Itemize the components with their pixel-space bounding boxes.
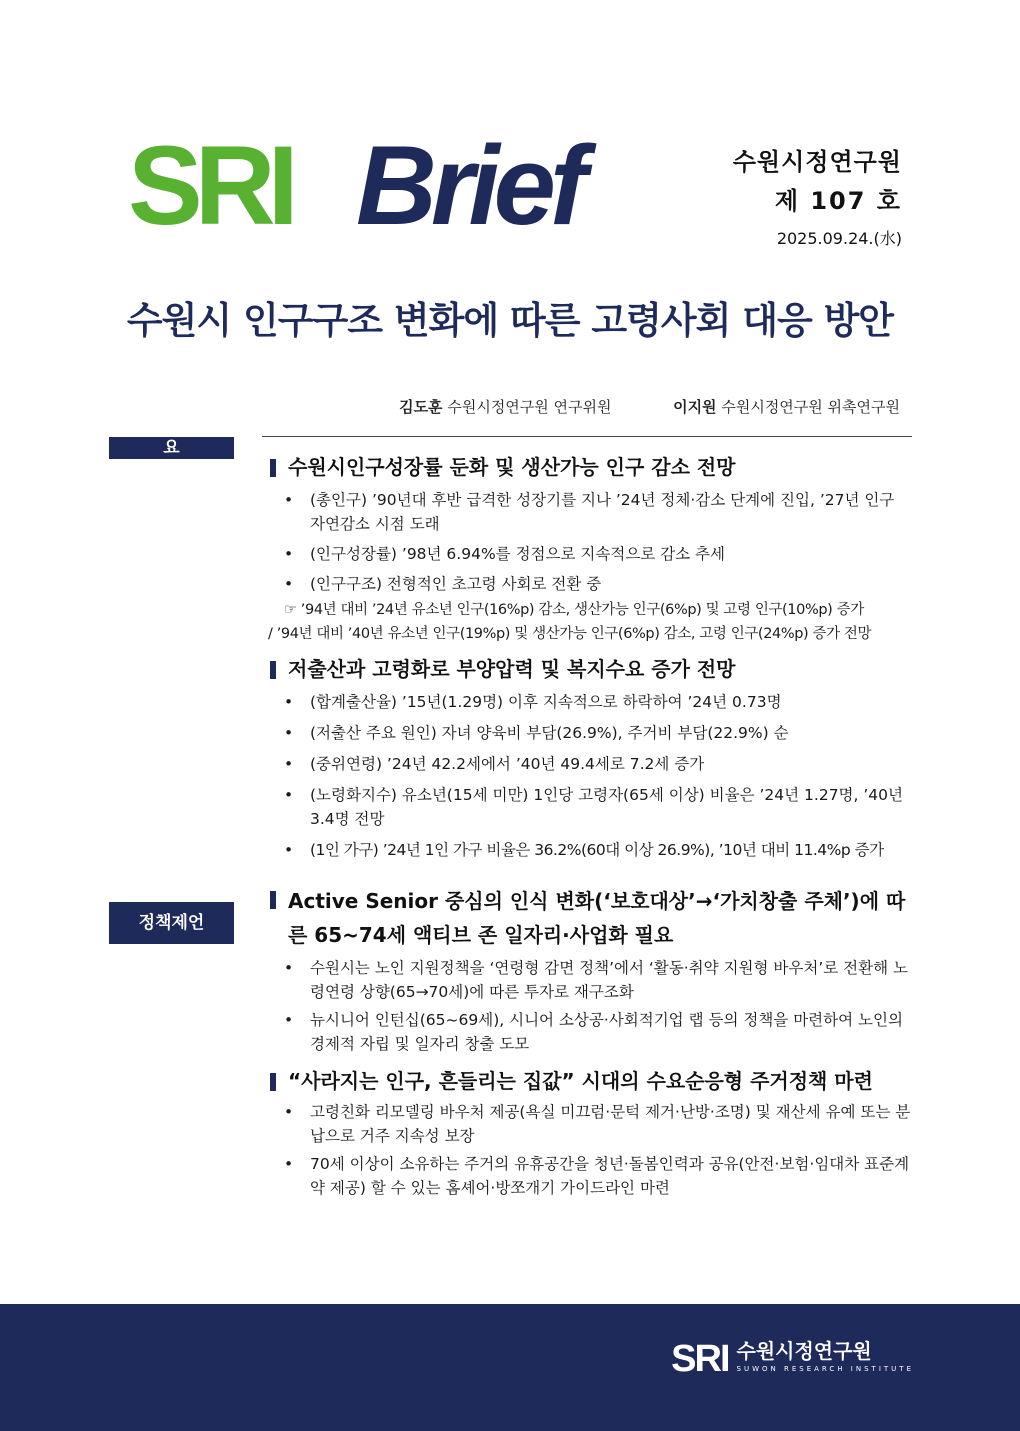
list-item: • (합계출산율) ’15년(1.29명) 이후 지속적으로 하락하여 ’24년 0.73명 xyxy=(270,690,912,714)
summary-list-1 xyxy=(270,488,912,596)
list-item: • (인구성장률) ’98년 6.94%를 정점으로 지속적으로 감소 추세 xyxy=(270,542,912,566)
list-item: • (총인구) ’90년대 후반 급격한 성장기를 지나 ’24년 정체·감소 단계에 진입, ’27년 인구 자연감소 시점 도래 xyxy=(270,488,912,536)
list-item: • (중위연령) ’24년 42.2세에서 ’40년 49.4세로 7.2세 증가 xyxy=(270,752,912,776)
logo-sri-text: SRI xyxy=(128,128,291,243)
list-item: • (인구구조) 전형적인 초고령 사회로 전환 중 xyxy=(270,572,912,596)
author-name: 김도훈 xyxy=(399,398,443,416)
publication-info xyxy=(733,142,902,249)
summary-note-cont xyxy=(268,622,910,646)
page-title: 수원시 인구구조 변화에 따른 고령사회 대응 방안 xyxy=(126,299,894,342)
logo-brief-text: Brief xyxy=(356,128,582,243)
policy-label: 정책제언 xyxy=(109,902,234,944)
footer-org-eng: SUWON RESEARCH INSTITUTE xyxy=(736,1365,914,1373)
list-item: • (저출산 주요 원인) 자녀 양육비 부담(26.9%), 주거비 부담(22.9%) 순 xyxy=(270,721,912,745)
footer-org-name: 수원시정연구원 xyxy=(736,1339,872,1363)
footer-logo-mark: SRI xyxy=(671,1338,729,1380)
authors-line xyxy=(0,396,900,417)
publication-date: 2025.09.24.(水) xyxy=(776,229,902,248)
author-name: 이지원 xyxy=(673,398,717,416)
note-line: ☞ ’94년 대비 ’24년 유소년 인구(16%p) 감소, 생산가능 인구(6%p) 및 고령 인구(10%p) 증가 xyxy=(284,602,864,618)
list-item: • 뉴시니어 인턴십(65~69세), 시니어 소상공·사회적기업 랩 등의 정책을 마련하여 노인의 경제적 자립 및 일자리 창출 도모 xyxy=(270,1008,912,1056)
issue-number: 제 107 호 xyxy=(774,187,902,215)
policy-list-1 xyxy=(270,956,912,1056)
list-item: • (노령화지수) 유소년(15세 미만) 1인당 고령자(65세 이상) 비율은 ’24년 1.27명, ’40년 3.4명 전망 xyxy=(270,783,912,831)
policy-heading-2: “사라지는 인구, 흔들리는 집값” 시대의 수요순응형 주거정책 마련 xyxy=(270,1066,912,1096)
publisher-name: 수원시정연구원 xyxy=(732,148,902,176)
list-item: • 고령친화 리모델링 바우처 제공(욕실 미끄럼·문턱 제거·난방·조명) 및 재산세 유예 또는 분납으로 거주 지속성 보장 xyxy=(270,1100,912,1148)
author-affiliation: 수원시정연구원 위촉연구원 xyxy=(721,398,900,416)
policy-list-2 xyxy=(270,1100,912,1200)
policy-heading-1: Active Senior 중심의 인식 변화(‘보호대상’→‘가치창출 주체’)에 따른 65~74세 액티브 존 일자리·사업화 필요 xyxy=(270,884,912,952)
footer-logo xyxy=(671,1340,914,1378)
sri-brief-logo xyxy=(128,128,688,243)
note-line: / ’94년 대비 ’40년 유소년 인구(19%p) 및 생산가능 인구(6%p) 감소, 고령 인구(24%p) 증가 전망 xyxy=(268,626,872,642)
summary-heading-1: 수원시인구성장률 둔화 및 생산가능 인구 감소 전망 xyxy=(270,452,912,482)
summary-note xyxy=(0,598,912,622)
summary-list-2 xyxy=(270,690,912,862)
list-item: • 70세 이상이 소유하는 주거의 유휴공간을 청년·돌봄인력과 공유(안전·보험·임대차 표준계약 제공) 할 수 있는 홈셰어·방쪼개기 가이드라인 마련 xyxy=(270,1152,912,1200)
list-item: • 수원시는 노인 지원정책을 ‘연령형 감면 정책’에서 ‘활동·취약 지원형 바우처’로 전환해 노령연령 상향(65→70세)에 따른 투자로 재구조화 xyxy=(270,956,912,1004)
content-column xyxy=(270,452,912,1200)
list-item: • (1인 가구) ’24년 1인 가구 비율은 36.2%(60대 이상 26.9%), ’10년 대비 11.4%p 증가 xyxy=(270,838,912,862)
author-affiliation: 수원시정연구원 연구위원 xyxy=(447,398,612,416)
summary-heading-2: 저출산과 고령화로 부양압력 및 복지수요 증가 전망 xyxy=(270,654,912,684)
section-divider xyxy=(262,436,912,437)
summary-label: 요 약 xyxy=(109,437,234,459)
